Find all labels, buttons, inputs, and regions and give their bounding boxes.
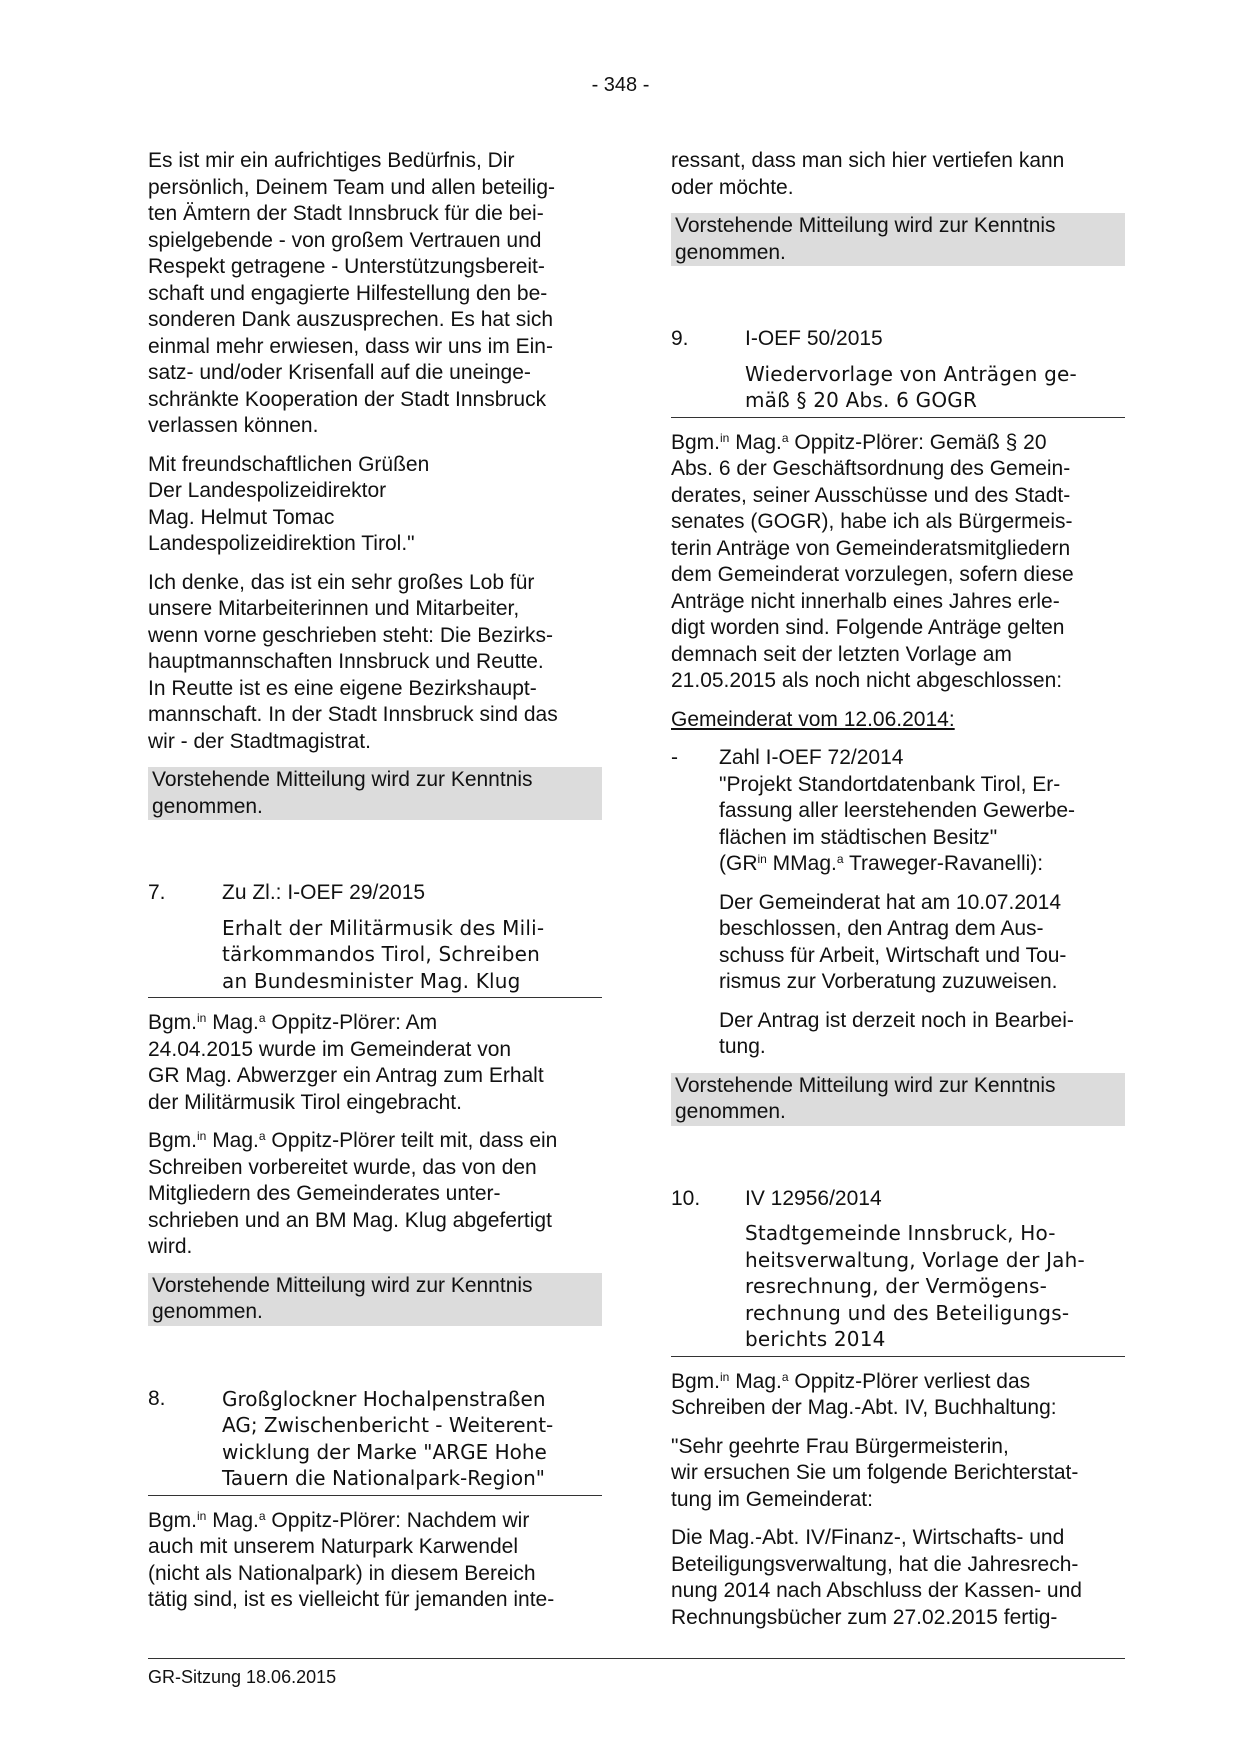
text-line: schaft und engagierte Hilfestellung den be-: [148, 281, 548, 305]
item-number: 7.: [148, 881, 166, 904]
speech-paragraph: Bgm.$^{in}$ Mag.$^a$ Oppitz-Plörer: Nachdem wir auch mit unserem Naturpark Karwendel (nicht als Nationalpark) in diesem Bereich tätig sind, ist es vielleicht für jemanden inte-: [148, 1508, 602, 1614]
text-line: demnach seit der letzten Vorlage am: [671, 642, 1012, 666]
text-line: ressant, dass man sich hier vertiefen kann: [671, 149, 1065, 172]
text-line: schuss für Arbeit, Wirtschaft und Tou-: [719, 943, 1067, 967]
text-line: Mag. Helmut Tomac: [148, 505, 335, 529]
item-reference: Zu Zl.: I-OEF 29/2015: [222, 881, 426, 904]
right-column: [671, 148, 1125, 1643]
text-line: (nicht als Nationalpark) in diesem Bereich: [148, 1561, 536, 1585]
text-line: tärkommandos Tirol, Schreiben: [222, 942, 540, 966]
item-number: 10.: [671, 1186, 701, 1210]
text-line: unsere Mitarbeiterinnen und Mitarbeiter,: [148, 597, 520, 620]
text-line: heitsverwaltung, Vorlage der Jah-: [745, 1247, 1085, 1272]
text-line: wir - der Stadtmagistrat.: [148, 729, 371, 753]
item-subject: [671, 1220, 1125, 1357]
text-line: rismus zur Vorberatung zuzuweisen.: [719, 970, 1058, 993]
text-line: Landespolizeidirektion Tirol.": [148, 532, 415, 555]
text-line: Der Antrag ist derzeit noch in Bearbei-: [719, 1008, 1074, 1032]
text-line: Mitgliedern des Gemeinderates unter-: [148, 1182, 501, 1205]
agenda-item-7: [148, 880, 602, 907]
speech-paragraph: Bgm.$^{in}$ Mag.$^a$ Oppitz-Plörer verliest das Schreiben der Mag.-Abt. IV, Buchhaltung:: [671, 1369, 1125, 1422]
text-line: senates (GOGR), habe ich als Bürgermeis-: [671, 510, 1073, 533]
text-line: terin Anträge von Gemeinderatsmitgliedern: [671, 536, 1071, 560]
text-line: Tauern die Nationalpark-Region": [222, 1466, 545, 1490]
resolution-note: [148, 1273, 602, 1326]
footer-divider: [148, 1658, 1125, 1659]
text-line: genommen.: [675, 240, 786, 264]
text-line: persönlich, Deinem Team und allen beteilig-: [148, 175, 556, 199]
motion-entry: Zahl I-OEF 72/2014 "Projekt Standortdatenbank Tirol, Er- fassung aller leerstehenden Gewerbe- flächen im städtischen Besitz" ($GR^{in}$ MMag.$^a$ Traweger-Ravanelli):: [719, 745, 1125, 878]
text-line: genommen.: [152, 1300, 263, 1323]
text-line: Abs. 6 der Geschäftsordnung des Gemein-: [671, 457, 1071, 480]
text-line: schränkte Kooperation der Stadt Innsbruck: [148, 387, 547, 411]
text-line: tätig sind, ist es vielleicht für jemanden inte-: [148, 1588, 555, 1611]
motion-status: [719, 890, 1125, 996]
text-line: Der Gemeinderat hat am 10.07.2014: [719, 890, 1062, 914]
text-line: nung 2014 nach Abschluss der Kassen- und: [671, 1579, 1082, 1602]
speech-paragraph: Bgm.$^{in}$ Mag.$^a$ Oppitz-Plörer: Am 24.04.2015 wurde im Gemeinderat von GR Mag. Abwerzger ein Antrag zum Erhalt der Militärmusik Tirol eingebracht.: [148, 1010, 602, 1116]
left-column: [148, 148, 602, 1626]
text-line: tung im Gemeinderat:: [671, 1487, 873, 1511]
footer-text: GR-Sitzung 18.06.2015: [148, 1667, 337, 1687]
item-reference: I-OEF 50/2015: [745, 327, 883, 350]
list-item: [671, 745, 1125, 1073]
speech-paragraph: Bgm.$^{in}$ Mag.$^a$ Oppitz-Plörer: Gemäß § 20 Abs. 6 der Geschäftsordnung des Gemein- derates, seiner Ausschüsse und des Stadt- senates (GOGR), habe ich als Bürgermeis- terin Anträge von Gemeinderatsmitgliedern dem Gemeinderat vorzulegen, sofern diese Anträge nicht innerhalb eines Jahres erle- digt worden sind. Folgende Anträge gelten demnach seit der letzten Vorlage am 21.05.2015 als noch nicht abgeschlossen:: [671, 430, 1125, 695]
text-line: sonderen Dank auszusprechen. Es hat sich: [148, 308, 554, 331]
item-subject: [148, 915, 602, 999]
item-subject: [222, 1386, 602, 1495]
letter-paragraph: [671, 1525, 1125, 1631]
text-line: wird.: [148, 1235, 193, 1258]
text-line: satz- und/oder Krisenfall auf die uneinge-: [148, 361, 531, 384]
text-line: Die Mag.-Abt. IV/Finanz-, Wirtschafts- und: [671, 1526, 1065, 1549]
text-line: rechnung und des Beteiligungs-: [745, 1300, 1070, 1325]
text-line: "Projekt Standortdatenbank Tirol, Er-: [719, 772, 1061, 796]
agenda-item-10: [671, 1186, 1125, 1213]
text-line: oder möchte.: [671, 175, 794, 199]
text-line: Wiedervorlage von Anträgen ge-: [745, 361, 1077, 386]
motion-status: [719, 1008, 1125, 1061]
text-line: Zahl I-OEF 72/2014: [719, 746, 904, 769]
text-line: fassung aller leerstehenden Gewerbe-: [719, 799, 1076, 822]
resolution-note: [148, 767, 602, 820]
agenda-item-9: [671, 326, 1125, 353]
item-reference: IV 12956/2014: [745, 1186, 882, 1210]
resolution-note: [671, 1073, 1125, 1126]
text-line: derates, seiner Ausschüsse und des Stadt-: [671, 483, 1071, 507]
text-line: Respekt getragene - Unterstützungsbereit-: [148, 255, 545, 278]
text-line: "Sehr geehrte Frau Bürgermeisterin,: [671, 1434, 1009, 1458]
text-line: wir ersuchen Sie um folgende Berichterstat-: [671, 1461, 1079, 1484]
text-line: genommen.: [152, 794, 263, 818]
letter-paragraph: [148, 148, 602, 440]
text-line: AG; Zwischenbericht - Weiterent-: [222, 1413, 554, 1437]
text-line: Beteiligungsverwaltung, hat die Jahresrech-: [671, 1552, 1079, 1576]
text-line: spielgebende - von großem Vertrauen und: [148, 228, 542, 252]
item-number: 8.: [148, 1386, 166, 1410]
text-line: Es ist mir ein aufrichtiges Bedürfnis, Dir: [148, 149, 515, 172]
text-line: tung.: [719, 1035, 766, 1058]
text-line: flächen im städtischen Besitz": [719, 825, 998, 849]
text-line: resrechnung, der Vermögens-: [745, 1274, 1048, 1298]
text-line: Erhalt der Militärmusik des Mili-: [222, 915, 545, 940]
text-line: an Bundesminister Mag. Klug: [222, 968, 521, 993]
text-line: Der Landespolizeidirektor: [148, 479, 387, 502]
text-line: hauptmannschaften Innsbruck und Reutte.: [148, 650, 544, 673]
text-line: Mit freundschaftlichen Grüßen: [148, 452, 430, 476]
text-line: mannschaft. In der Stadt Innsbruck sind das: [148, 703, 558, 726]
text-line: 21.05.2015 als noch nicht abgeschlossen:: [671, 669, 1063, 692]
text-line: einmal mehr erwiesen, dass wir uns im Ein-: [148, 334, 553, 358]
text-line: Ich denke, das ist ein sehr großes Lob für: [148, 570, 535, 594]
text-line: In Reutte ist es eine eigene Bezirkshaupt-: [148, 676, 537, 700]
text-line: ten Ämtern der Stadt Innsbruck für die bei-: [148, 202, 544, 225]
item-subject: [671, 361, 1125, 418]
item-number: 9.: [671, 327, 689, 350]
speech-paragraph: Bgm.$^{in}$ Mag.$^a$ Oppitz-Plörer teilt mit, dass ein Schreiben vorbereitet wurde, das von den Mitgliedern des Gemeinderates unter- schrieben und an BM Mag. Klug abgefertigt wird.: [148, 1128, 602, 1261]
text-line: wenn vorne geschrieben steht: Die Bezirks-: [148, 623, 554, 647]
text-line: Rechnungsbücher zum 27.02.2015 fertig-: [671, 1605, 1058, 1629]
mayor-comment: [148, 570, 602, 756]
text-line: wicklung der Marke "ARGE Hohe: [222, 1439, 547, 1464]
text-line: schrieben und an BM Mag. Klug abgefertigt: [148, 1208, 552, 1232]
resolution-note: [671, 213, 1125, 266]
text-line: dem Gemeinderat vorzulegen, sofern diese: [671, 563, 1074, 586]
text-line: mäß § 20 Abs. 6 GOGR: [745, 388, 978, 412]
continued-text: [671, 148, 1125, 201]
text-line: berichts 2014: [745, 1327, 886, 1351]
text-line: auch mit unserem Naturpark Karwendel: [148, 1535, 519, 1558]
agenda-item-8: [148, 1386, 602, 1495]
text-line: verlassen können.: [148, 414, 319, 437]
text-line: GR Mag. Abwerzger ein Antrag zum Erhalt: [148, 1064, 544, 1087]
text-line: Stadtgemeinde Innsbruck, Ho-: [745, 1221, 1056, 1245]
text-line: 24.04.2015 wurde im Gemeinderat von: [148, 1037, 512, 1061]
text-line: Schreiben vorbereitet wurde, das von den: [148, 1155, 537, 1179]
text-line: der Militärmusik Tirol eingebracht.: [148, 1090, 462, 1114]
section-heading: Gemeinderat vom 12.06.2014:: [671, 707, 955, 731]
text-line: Vorstehende Mitteilung wird zur Kenntnis: [675, 1073, 1056, 1097]
quoted-letter: [671, 1434, 1125, 1514]
text-line: Schreiben der Mag.-Abt. IV, Buchhaltung:: [671, 1396, 1057, 1419]
text-line: digt worden sind. Folgende Anträge gelten: [671, 616, 1065, 639]
text-line: Vorstehende Mitteilung wird zur Kenntnis: [152, 768, 533, 791]
text-line: beschlossen, den Antrag dem Aus-: [719, 917, 1044, 940]
text-line: Vorstehende Mitteilung wird zur Kenntnis: [675, 214, 1056, 237]
text-line: Großglockner Hochalpenstraßen: [222, 1386, 546, 1411]
letter-signature: [148, 452, 602, 558]
text-line: Anträge nicht innerhalb eines Jahres erle-: [671, 589, 1060, 613]
text-line: Vorstehende Mitteilung wird zur Kenntnis: [152, 1273, 533, 1297]
list-dash: -: [671, 746, 678, 769]
page-number: - 348 -: [591, 74, 650, 96]
text-line: genommen.: [675, 1100, 786, 1123]
